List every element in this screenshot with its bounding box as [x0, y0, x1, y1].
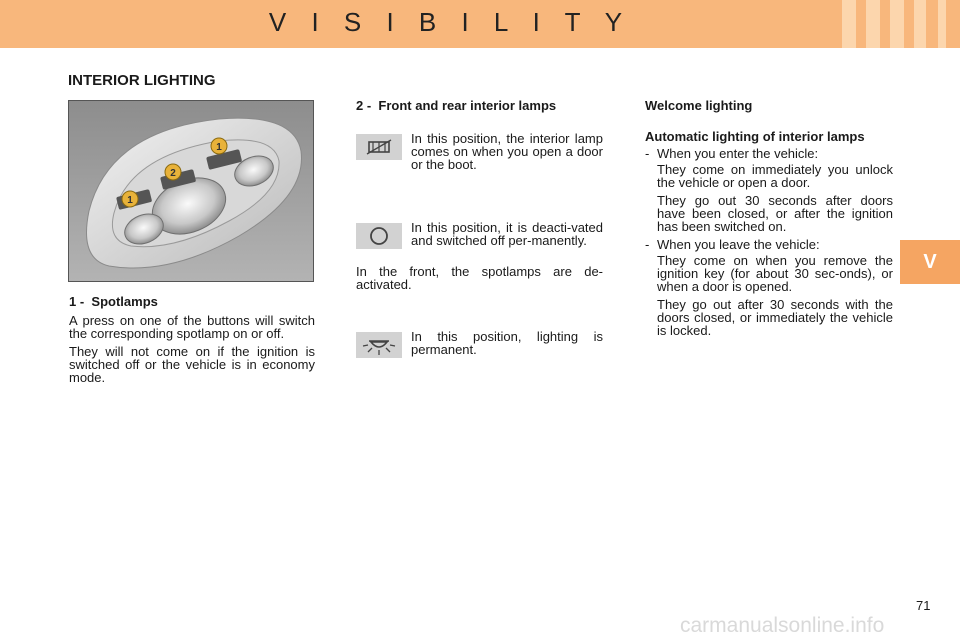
header-stripe — [914, 0, 926, 48]
section-heading: INTERIOR LIGHTING — [68, 72, 216, 89]
heading-text: Front and rear interior lamps — [378, 98, 557, 113]
paragraph: They come on immediately you unlock the vehicle or open a door. — [657, 162, 893, 190]
lamp-on-icon — [356, 332, 402, 358]
heading-number: 1 - — [69, 294, 85, 309]
note-text: In the front, the spotlamps are de-activated. — [356, 264, 603, 292]
list-item-label: When you leave the vehicle: — [657, 237, 820, 252]
paragraph: A press on one of the buttons will switch the corresponding spotlamp on or off. — [69, 313, 315, 341]
welcome-subheading: Automatic lighting of interior lamps — [645, 129, 865, 144]
header-stripe — [842, 0, 856, 48]
paragraph: They go out after 30 seconds with the doors closed, or immediately the vehicle is locked. — [657, 297, 893, 338]
badge-label: 1 — [216, 142, 222, 153]
chapter-tab[interactable]: V — [900, 240, 960, 284]
dash: - — [645, 237, 650, 252]
header-stripe — [866, 0, 880, 48]
spotlamps-heading — [69, 295, 315, 308]
heading-number: 2 - — [356, 98, 372, 113]
item-text: In this position, it is deacti-vated and switched off per-manently. — [411, 220, 603, 248]
badge-label: 2 — [170, 168, 176, 179]
paragraph: They come on when you remove the ignition key (for about 30 sec-onds), or when a door is opened. — [657, 253, 893, 294]
column-welcome-lighting — [645, 99, 893, 342]
paragraph: They go out 30 seconds after doors have been closed, or after the ignition has been switched on. — [657, 193, 893, 234]
lamps-heading — [356, 99, 606, 117]
paragraph: They will not come on if the ignition is switched off or the vehicle is in economy mode. — [69, 344, 315, 385]
badge-label: 1 — [127, 195, 133, 206]
header-stripe — [890, 0, 904, 48]
dash: - — [645, 146, 650, 161]
welcome-heading: Welcome lighting — [645, 98, 753, 113]
off-circle-icon — [356, 223, 402, 249]
door-lamp-icon — [356, 134, 402, 160]
column-spotlamps — [69, 295, 315, 389]
list-item — [645, 147, 893, 160]
list-item — [645, 238, 893, 251]
watermark: carmanualsonline.info — [680, 614, 885, 637]
page-number: 71 — [916, 598, 931, 613]
console-illustration-svg — [69, 101, 313, 281]
page-title: V I S I B I L I T Y — [268, 7, 632, 37]
list-item-label: When you enter the vehicle: — [657, 146, 819, 161]
item-text: In this position, the interior lamp comes on when you open a door or the boot. — [411, 131, 603, 172]
header-stripe — [938, 0, 946, 48]
item-text: In this position, lighting is permanent. — [411, 329, 603, 357]
console-illustration — [68, 100, 314, 282]
heading-text: Spotlamps — [91, 294, 158, 309]
